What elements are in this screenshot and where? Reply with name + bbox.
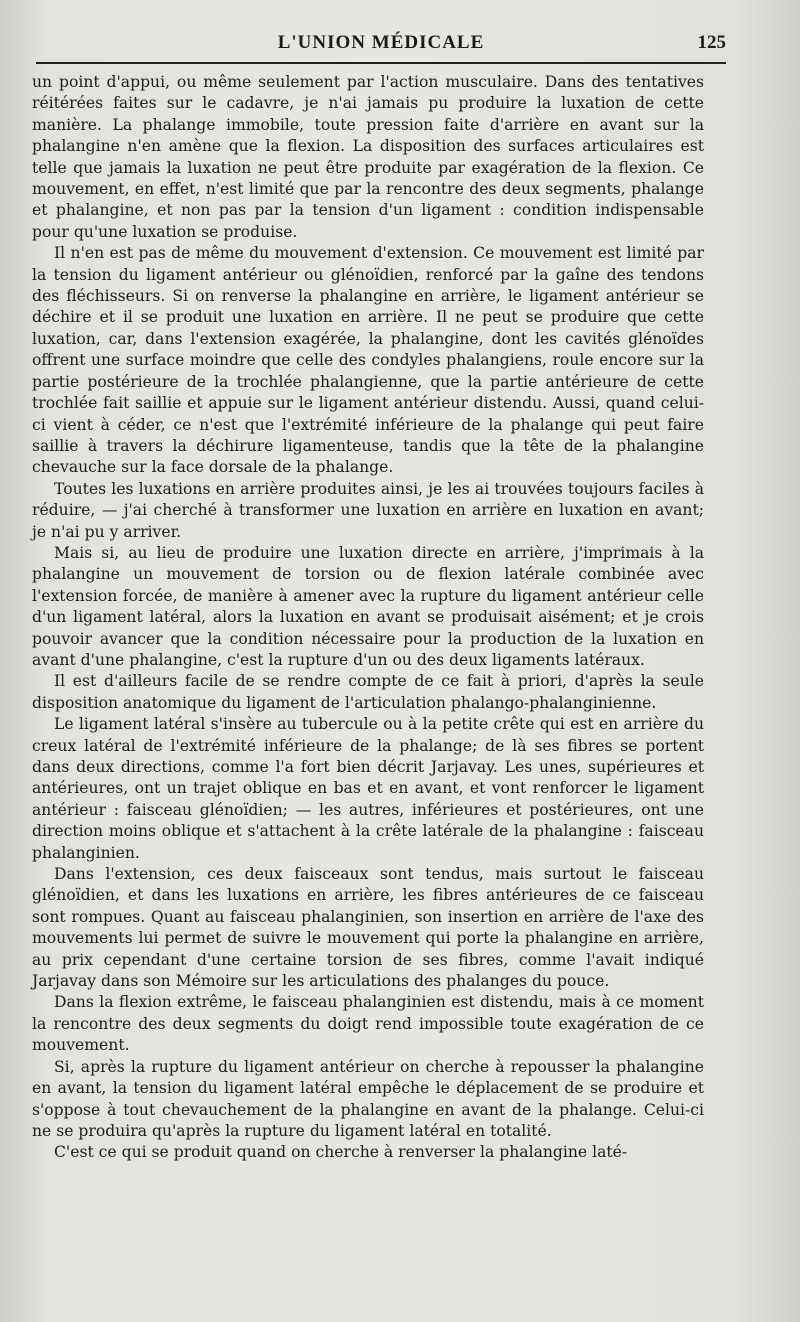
running-title: L'UNION MÉDICALE xyxy=(277,32,485,53)
page-header xyxy=(36,28,726,58)
page-number: 125 xyxy=(697,32,726,53)
paragraph: Mais si, au lieu de produire une luxation directe en arrière, j'imprimais à la phalangine un mouvement de torsion ou de flexion latérale combinée avec l'extension forcée, de manière à amener avec la rupture du ligament antérieur celle d'un ligament latéral, alors la luxation en avant se produisait aisément; et je crois pouvoir avancer que la condition nécessaire pour la production de la luxation en avant d'une phalangine, c'est la rupture d'un ou des deux ligaments latéraux. xyxy=(32,543,704,669)
paragraph: Il est d'ailleurs facile de se rendre compte de ce fait à priori, d'après la seule disposition anatomique du ligament de l'articulation phalango-phalanginienne. xyxy=(32,672,704,712)
paragraph: Toutes les luxations en arrière produites ainsi, je les ai trouvées toujours faciles à réduire, — j'ai cherché à transformer une luxation en arrière en luxation en avant; je n'ai pu y arriver. xyxy=(32,479,704,541)
paragraph: Il n'en est pas de même du mouvement d'extension. Ce mouvement est limité par la tension du ligament antérieur ou glénoïdien, renforcé par la gaîne des tendons des fléchisseurs. Si on renverse la phalangine en arrière, le ligament antérieur se déchire et il se produit une luxation en arrière. Il ne peut se produire que cette luxation, car, dans l'extension exagérée, la phalangine, dont les cavités glénoïdes offrent une surface moindre que celle des condyles phalangiens, roule encore sur la partie postérieure de la trochlée phalangienne, que la partie antérieure de cette trochlée fait saillie et appuie sur le ligament antérieur distendu. Aussi, quand celui-ci vient à céder, ce n'est que l'extrémité inférieure de la phalange qui peut faire saillie à travers la déchirure ligamenteuse, tandis que la tête de la phalangine chevauche sur la face dorsale de la phalange. xyxy=(32,244,704,477)
paragraph: C'est ce qui se produit quand on cherche à renverser la phalangine laté- xyxy=(54,1143,628,1162)
paragraph: Dans la flexion extrême, le faisceau phalanginien est distendu, mais à ce moment la rencontre des deux segments du doigt rend impossible toute exagération de ce mouvement. xyxy=(32,993,704,1055)
article-body xyxy=(32,72,704,1164)
header-rule xyxy=(36,62,726,64)
paragraph: Le ligament latéral s'insère au tubercule ou à la petite crête qui est en arrière du creux latéral de l'extrémité inférieure de la phalange; de là ses fibres se portent dans deux directions, comme l'a fort bien décrit Jarjavay. Les unes, supérieures et antérieures, ont un trajet oblique en bas et en avant, et vont renforcer le ligament antérieur : faisceau glénoïdien; — les autres, inférieures et postérieures, ont une direction moins oblique et s'attachent à la crête latérale de la phalangine : faisceau phalanginien. xyxy=(32,715,704,862)
paragraph: Dans l'extension, ces deux faisceaux sont tendus, mais surtout le faisceau glénoïdien, et dans les luxations en arrière, les fibres antérieures de ce faisceau sont rompues. Quant au faisceau phalanginien, son insertion en arrière de l'axe des mouvements lui permet de suivre le mouvement qui porte la phalangine en arrière, au prix cependant d'une certaine torsion de ses fibres, comme l'avait indiqué Jarjavay dans son Mémoire sur les articulations des phalanges du pouce. xyxy=(32,865,704,991)
paragraph: Si, après la rupture du ligament antérieur on cherche à repousser la phalangine en avant, la tension du ligament latéral empêche le déplacement de se produire et s'oppose à tout chevauchement de la phalangine en avant de la phalange. Celui-ci ne se produira qu'après la rupture du ligament latéral en totalité. xyxy=(32,1057,704,1140)
paragraph: un point d'appui, ou même seulement par l'action musculaire. Dans des tentatives réitérées faites sur le cadavre, je n'ai jamais pu produire la luxation de cette manière. La phalange immobile, toute pression faite d'arrière en avant sur la phalangine n'en amène que la flexion. La disposition des surfaces articulaires est telle que jamais la luxation ne peut être produite par exagération de la flexion. Ce mouvement, en effet, n'est limité que par la rencontre des deux segments, phalange et phalangine, et non pas par la tension d'un ligament : condition indispensable pour qu'une luxation se produise. xyxy=(32,73,704,241)
